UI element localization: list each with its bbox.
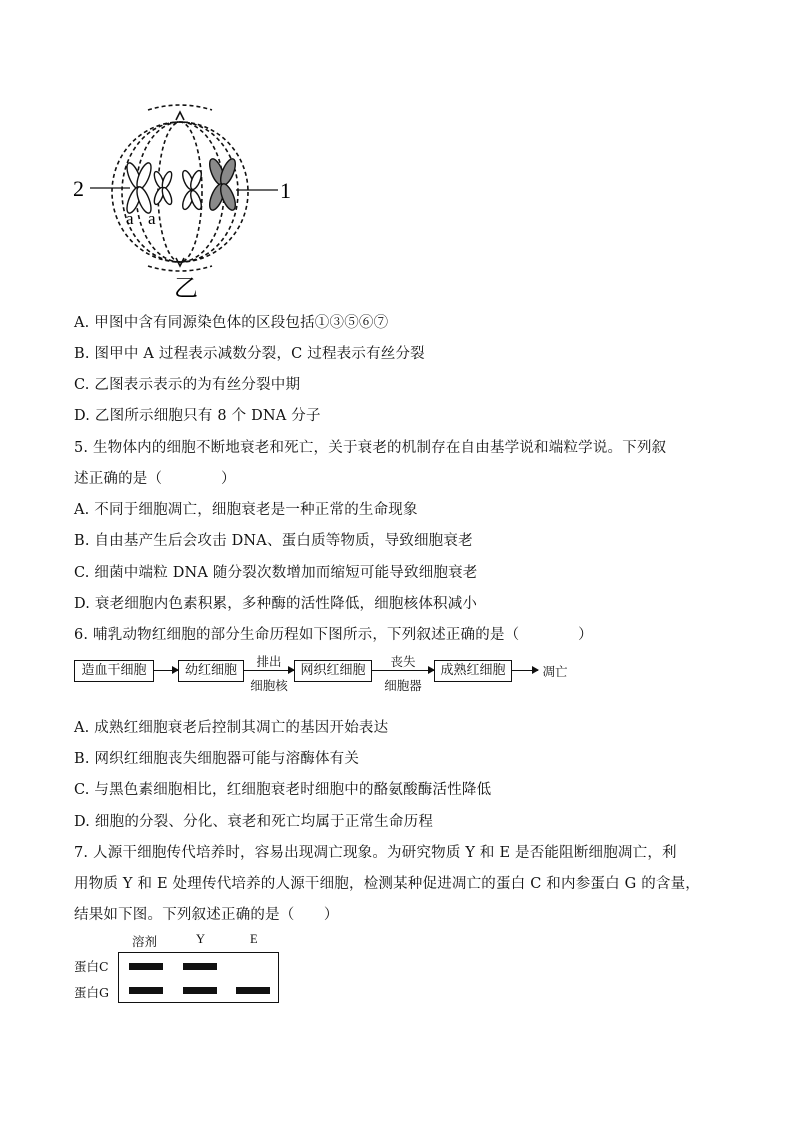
gel-frame	[118, 952, 279, 1003]
flow-arrow-1	[154, 670, 178, 671]
q5-option-a: A. 不同于细胞凋亡，细胞衰老是一种正常的生命现象	[74, 502, 418, 518]
flow-arrow-2-top-label: 排出	[256, 654, 282, 669]
flow-arrow-3-bottom-label: 细胞器	[384, 678, 422, 693]
gel-col-e: E	[250, 932, 258, 946]
q6-option-a: A. 成熟红细胞衰老后控制其凋亡的基因开始表达	[74, 720, 389, 736]
label-a2: a	[148, 209, 156, 228]
q5-stem-line2: 述正确的是（ ）	[74, 471, 236, 487]
q7-stem-line3: 结果如下图。下列叙述正确的是（ ）	[74, 907, 339, 923]
q4-option-d: D. 乙图所示细胞只有 8 个 DNA 分子	[74, 408, 321, 424]
band-c-y	[183, 963, 217, 970]
label-2: 2	[73, 176, 84, 201]
gel-col-solvent: 溶剂	[132, 934, 158, 949]
flow-box-reticulocyte: 网织红细胞	[294, 660, 372, 682]
spindle-fiber	[136, 122, 224, 262]
band-g-solvent	[129, 987, 163, 994]
q7-stem-line2: 用物质 Y 和 E 处理传代培养的人源干细胞，检测某种促进凋亡的蛋白 C 和内参蛋白 G 的含量，	[74, 876, 701, 892]
q6-option-b: B. 网织红细胞丧失细胞器可能与溶酶体有关	[74, 751, 360, 767]
flow-arrow-2-bottom-label: 细胞核	[250, 678, 288, 693]
q7-stem-line1: 7. 人源干细胞传代培养时，容易出现凋亡现象。为研究物质 Y 和 E 是否能阻断细胞凋亡，利	[74, 845, 677, 861]
q6-option-d: D. 细胞的分裂、分化、衰老和死亡均属于正常生命历程	[74, 814, 434, 830]
q6-stem: 6. 哺乳动物红细胞的部分生命历程如下图所示，下列叙述正确的是（ ）	[74, 627, 593, 643]
band-g-e	[236, 987, 270, 994]
western-blot-figure	[74, 932, 284, 1006]
q5-option-d: D. 衰老细胞内色素积累，多种酶的活性降低，细胞核体积减小	[74, 596, 478, 612]
chromosome-shaded	[207, 157, 239, 212]
flow-arrow-3-top-label: 丧失	[390, 654, 416, 669]
q6-option-c: C. 与黑色素细胞相比，红细胞衰老时细胞中的酪氨酸酶活性降低	[74, 782, 492, 798]
figure-yi-cell	[60, 100, 320, 300]
flow-box-hematopoietic-stem-cell: 造血干细胞	[74, 660, 154, 682]
band-g-y	[183, 987, 217, 994]
centrosome-top	[176, 112, 184, 120]
flow-arrow-3	[372, 670, 434, 671]
q5-option-b: B. 自由基产生后会攻击 DNA、蛋白质等物质，导致细胞衰老	[74, 533, 473, 549]
q4-option-c: C. 乙图表示表示的为有丝分裂中期	[74, 377, 301, 393]
label-1: 1	[280, 178, 291, 203]
figure-caption: 乙	[174, 276, 198, 300]
flow-box-mature-erythrocyte: 成熟红细胞	[434, 660, 512, 682]
q4-option-b: B. 图甲中 A 过程表示减数分裂，C 过程表示有丝分裂	[74, 346, 425, 362]
flow-box-erythroblast: 幼红细胞	[178, 660, 244, 682]
chromosome-small	[181, 169, 204, 211]
chromosome-a2	[152, 170, 173, 205]
label-a1: a	[126, 209, 134, 228]
gel-col-y: Y	[196, 932, 206, 946]
band-c-solvent	[129, 963, 163, 970]
flow-arrow-2	[244, 670, 294, 671]
aster-top	[148, 105, 212, 110]
flow-end-apoptosis: 凋亡	[542, 664, 568, 679]
q5-option-c: C. 细菌中端粒 DNA 随分裂次数增加而缩短可能导致细胞衰老	[74, 565, 478, 581]
erythrocyte-flow-diagram	[74, 655, 594, 697]
q5-stem-line1: 5. 生物体内的细胞不断地衰老和死亡，关于衰老的机制存在自由基学说和端粒学说。下列叙	[74, 440, 667, 456]
gel-row-protein-g: 蛋白G	[74, 985, 109, 1000]
q4-option-a: A. 甲图中含有同源染色体的区段包括①③⑤⑥⑦	[74, 315, 389, 331]
gel-row-protein-c: 蛋白C	[74, 959, 109, 974]
flow-arrow-4	[512, 670, 538, 671]
